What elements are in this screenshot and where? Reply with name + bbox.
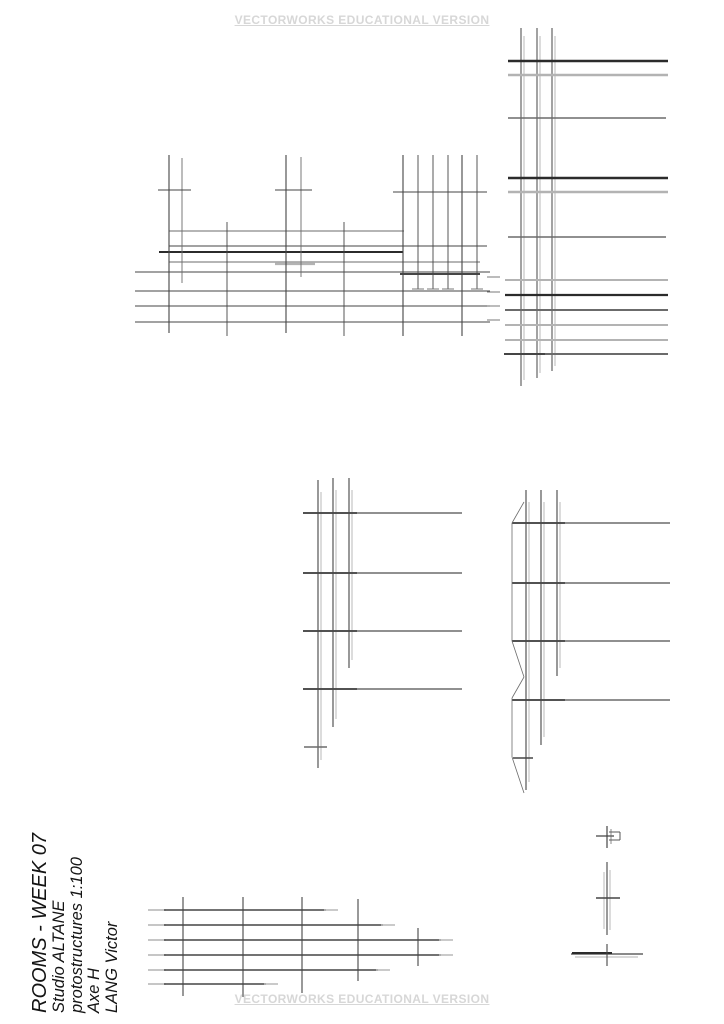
title-scale: protostructures 1:100 [67, 857, 86, 1013]
plan-middle [303, 478, 462, 768]
elevation-top-left [135, 155, 490, 336]
title-axis: Axe H [85, 968, 103, 1013]
title-block [29, 833, 121, 1013]
plan-top-right [487, 28, 668, 386]
detail-crosses-bottom-right [571, 826, 643, 966]
vectorworks-watermark-bottom: VECTORWORKS EDUCATIONAL VERSION [234, 992, 490, 1006]
vectorworks-watermark-top: VECTORWORKS EDUCATIONAL VERSION [234, 13, 490, 27]
plan-bottom-left [148, 897, 453, 997]
title-project-week: ROOMS - WEEK 07 [29, 832, 51, 1013]
title-studio: Studio ALTANE [50, 900, 68, 1013]
title-author: LANG Victor [102, 921, 121, 1013]
plan-middle-right [512, 490, 670, 793]
